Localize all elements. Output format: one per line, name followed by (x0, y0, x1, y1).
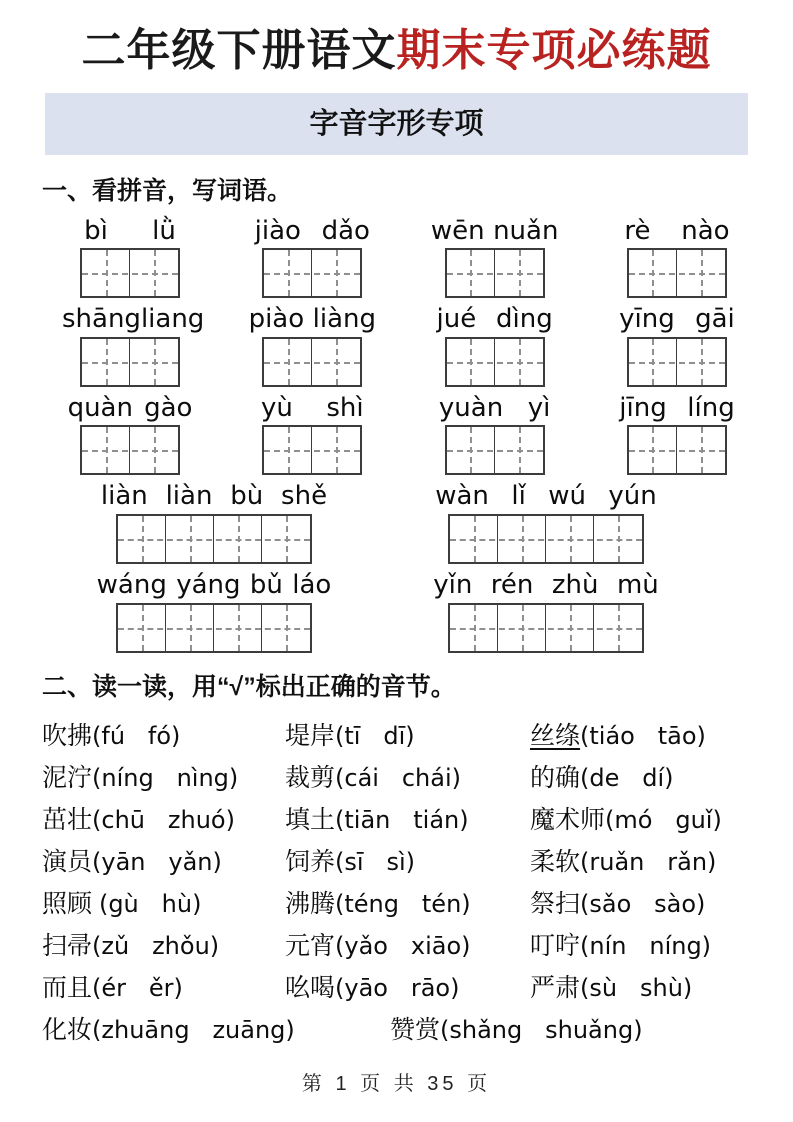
choice-options: (ér ěr) (92, 973, 183, 1002)
choice-options: (ruǎn rǎn) (580, 847, 717, 876)
choice-row (42, 923, 793, 965)
writing-grid-cell (447, 339, 495, 385)
writing-grid-cell (495, 250, 543, 296)
pinyin-syllable: wáng (96, 569, 167, 600)
choice-options: (níng nìng) (92, 763, 239, 792)
pinyin-label (427, 305, 563, 334)
pinyin-syllable: yù (261, 392, 293, 423)
writing-grid-cell (495, 427, 543, 473)
pinyin-syllable: piào (248, 304, 305, 335)
choice-options: (gù hù) (98, 889, 202, 918)
pinyin-grid-group (427, 305, 563, 387)
pinyin-grid-group (427, 394, 563, 476)
pinyin-row (0, 394, 793, 476)
writing-grid (80, 425, 180, 475)
writing-grid (262, 425, 362, 475)
writing-grid (80, 337, 180, 387)
choice-options: (tiáo tāo) (580, 721, 706, 750)
choice-word: 裁剪 (285, 763, 336, 792)
writing-grid (448, 603, 644, 653)
choice-options: (chū zhuó) (92, 805, 235, 834)
writing-grid-cell (82, 250, 130, 296)
writing-grid-cell (546, 516, 594, 562)
pinyin-label (424, 482, 668, 511)
writing-grid-cell (312, 250, 360, 296)
word-choice-item (285, 968, 530, 1004)
writing-grid (116, 603, 312, 653)
pinyin-grid-group (62, 394, 198, 476)
title-red-part: 期末专项必练题 (396, 26, 712, 75)
writing-grid-cell (262, 605, 310, 651)
choice-row (42, 755, 793, 797)
section1-heading: 一、看拼音，写词语。 (42, 176, 293, 205)
word-choice-item (42, 716, 285, 752)
writing-grid (445, 248, 545, 298)
writing-grid-cell (130, 427, 178, 473)
syllable-choice-section (0, 713, 793, 1049)
writing-grid-cell (450, 516, 498, 562)
choice-word: 的确 (530, 763, 581, 792)
pinyin-syllable: yǐn (433, 569, 473, 600)
pinyin-label (62, 217, 198, 246)
pinyin-label (62, 394, 198, 423)
word-choice-item (285, 884, 530, 920)
choice-options: (yǎo xiāo) (335, 931, 471, 960)
choice-options: (sǎo sào) (580, 889, 706, 918)
choice-word: 饲养 (285, 847, 336, 876)
writing-grid (448, 514, 644, 564)
choice-options: (tiān tián) (335, 805, 469, 834)
writing-grid-cell (629, 339, 677, 385)
pinyin-grid-group (62, 217, 198, 299)
word-choice-item (42, 926, 285, 962)
choice-word: 吹拂 (42, 721, 93, 750)
pinyin-label (244, 305, 380, 334)
choice-options: (cái chái) (335, 763, 461, 792)
pinyin-writing-section (0, 217, 793, 653)
choice-options: (sù shù) (580, 973, 693, 1002)
choice-word: 沸腾 (285, 889, 336, 918)
pinyin-syllable: lǜ (152, 215, 176, 246)
choice-options: (zǔ zhǒu) (92, 931, 220, 960)
word-choice-item (530, 716, 793, 752)
choice-word: 魔术师 (530, 805, 606, 834)
pinyin-syllable: dìng (496, 304, 553, 335)
choice-word: 严肃 (530, 973, 581, 1002)
pinyin-syllable: wàn (435, 481, 489, 512)
pinyin-syllable: rén (490, 569, 534, 600)
pinyin-syllable: bǔ (249, 569, 283, 600)
writing-grid-cell (594, 605, 642, 651)
pinyin-label (609, 394, 745, 423)
choice-word: 填土 (285, 805, 336, 834)
pinyin-syllable: wēn (430, 215, 485, 246)
pinyin-syllable: wú (548, 481, 586, 512)
writing-grid (80, 248, 180, 298)
word-choice-item (285, 800, 530, 836)
pinyin-syllable: lǐ (511, 481, 526, 512)
pinyin-label (244, 394, 380, 423)
writing-grid-cell (495, 339, 543, 385)
pinyin-syllable: liàng (312, 304, 377, 335)
writing-grid (627, 248, 727, 298)
pinyin-syllable: liang (140, 304, 205, 335)
pinyin-label (427, 217, 563, 246)
choice-options: (yāo rāo) (335, 973, 460, 1002)
pinyin-syllable: jīng (619, 392, 667, 423)
pinyin-label (609, 305, 745, 334)
writing-grid-cell (594, 516, 642, 562)
choice-options: (zhuāng zuāng) (92, 1015, 295, 1044)
pinyin-grid-group (244, 394, 380, 476)
word-choice-item (285, 926, 530, 962)
pinyin-syllable: nuǎn (493, 215, 559, 246)
pinyin-grid-group (244, 305, 380, 387)
pinyin-syllable: láo (292, 569, 332, 600)
choice-options: (nín níng) (580, 931, 712, 960)
pinyin-syllable: dǎo (321, 215, 370, 246)
pinyin-grid-group (424, 482, 668, 564)
pinyin-syllable: yuàn (438, 392, 504, 423)
pinyin-grid-group (609, 217, 745, 299)
pinyin-row (0, 482, 793, 564)
writing-grid (262, 248, 362, 298)
writing-grid-cell (118, 516, 166, 562)
pinyin-syllable: líng (687, 392, 735, 423)
pinyin-syllable: shāng (62, 304, 141, 335)
pinyin-label (92, 482, 336, 511)
word-choice-item (42, 968, 285, 1004)
writing-grid-cell (447, 427, 495, 473)
writing-grid (627, 425, 727, 475)
writing-grid-cell (450, 605, 498, 651)
pinyin-grid-group (92, 571, 336, 653)
word-choice-item (530, 758, 793, 794)
pinyin-label (244, 217, 380, 246)
pinyin-row (0, 217, 793, 299)
word-choice-item (42, 800, 285, 836)
pinyin-syllable: liàn (100, 481, 148, 512)
pinyin-syllable: yīng (619, 304, 675, 335)
pinyin-grid-group (62, 304, 205, 387)
writing-grid-cell (677, 339, 725, 385)
writing-grid-cell (130, 339, 178, 385)
banner-label: 字音字形专项 (309, 107, 484, 140)
pinyin-label (92, 571, 336, 600)
choice-options: (yān yǎn) (92, 847, 222, 876)
pinyin-syllable: jiào (254, 215, 301, 246)
writing-grid-cell (447, 250, 495, 296)
pinyin-syllable: quàn (67, 392, 133, 423)
pinyin-row (0, 571, 793, 653)
pinyin-syllable: gāi (695, 304, 735, 335)
pinyin-syllable: rè (624, 215, 651, 246)
choice-row (42, 839, 793, 881)
word-choice-item (285, 758, 530, 794)
choice-row (42, 881, 793, 923)
writing-grid-cell (312, 339, 360, 385)
pinyin-syllable: nào (681, 215, 730, 246)
pinyin-syllable: mù (616, 569, 659, 600)
pinyin-syllable: jué (436, 304, 477, 335)
word-choice-item (390, 1010, 793, 1046)
writing-grid-cell (214, 605, 262, 651)
word-choice-item (530, 926, 793, 962)
choice-options: (fú fó) (92, 721, 181, 750)
choice-word: 茁壮 (42, 805, 93, 834)
choice-word: 叮咛 (530, 931, 581, 960)
choice-options: (téng tén) (335, 889, 471, 918)
writing-grid-cell (118, 605, 166, 651)
pinyin-syllable: yì (527, 392, 551, 423)
pinyin-syllable: shì (326, 392, 364, 423)
writing-grid (445, 337, 545, 387)
pinyin-row (0, 305, 793, 387)
pinyin-label (427, 394, 563, 423)
choice-options: (de dí) (580, 763, 674, 792)
writing-grid (627, 337, 727, 387)
writing-grid-cell (130, 250, 178, 296)
pinyin-grid-group (92, 482, 336, 564)
pinyin-grid-group (424, 571, 668, 653)
choice-options: (mó guǐ) (605, 805, 722, 834)
writing-grid-cell (312, 427, 360, 473)
writing-grid-cell (498, 605, 546, 651)
writing-grid-cell (82, 427, 130, 473)
pinyin-label (609, 217, 745, 246)
choice-word: 丝绦 (530, 721, 581, 750)
choice-word: 泥泞 (42, 763, 93, 792)
pinyin-syllable: gào (144, 392, 193, 423)
pinyin-syllable: shě (281, 481, 328, 512)
choice-word: 祭扫 (530, 889, 581, 918)
writing-grid-cell (166, 605, 214, 651)
choice-word: 柔软 (530, 847, 581, 876)
page-title (0, 26, 793, 77)
choice-word: 扫帚 (42, 931, 93, 960)
choice-word: 演员 (42, 847, 93, 876)
word-choice-item (530, 842, 793, 878)
choice-word: 化妆 (42, 1015, 93, 1044)
writing-grid-cell (498, 516, 546, 562)
writing-grid-cell (677, 427, 725, 473)
word-choice-item (285, 842, 530, 878)
pinyin-grid-group (427, 217, 563, 299)
choice-word: 元宵 (285, 931, 336, 960)
pinyin-grid-group (609, 394, 745, 476)
choice-options: (tī dī) (335, 721, 415, 750)
choice-row (42, 965, 793, 1007)
choice-word: 吆喝 (285, 973, 336, 1002)
choice-word: 堤岸 (285, 721, 336, 750)
word-choice-item (42, 758, 285, 794)
choice-word: 赞赏 (390, 1015, 441, 1044)
writing-grid-cell (264, 250, 312, 296)
writing-grid (445, 425, 545, 475)
pinyin-syllable: yáng (176, 569, 241, 600)
pinyin-syllable: bì (84, 215, 108, 246)
choice-row (42, 1007, 793, 1049)
title-black-part: 二年级下册语文 (81, 26, 397, 75)
page-footer: 第 1 页 共 35 页 (301, 1072, 492, 1095)
word-choice-item (42, 1010, 390, 1046)
choice-row (42, 797, 793, 839)
writing-grid-cell (677, 250, 725, 296)
writing-grid-cell (546, 605, 594, 651)
section-banner (45, 93, 748, 155)
pinyin-grid-group (244, 217, 380, 299)
writing-grid (262, 337, 362, 387)
pinyin-syllable: zhù (551, 569, 599, 600)
section2-heading: 二、读一读，用“√”标出正确的音节。 (42, 672, 456, 701)
choice-row (42, 713, 793, 755)
writing-grid-cell (264, 427, 312, 473)
choice-word: 而且 (42, 973, 93, 1002)
pinyin-label (424, 571, 668, 600)
writing-grid (116, 514, 312, 564)
choice-word: 照顾 (42, 889, 99, 918)
writing-grid-cell (264, 339, 312, 385)
word-choice-item (285, 716, 530, 752)
choice-options: (sī sì) (335, 847, 415, 876)
writing-grid-cell (629, 427, 677, 473)
word-choice-item (42, 842, 285, 878)
pinyin-syllable: bù (230, 481, 264, 512)
writing-grid-cell (166, 516, 214, 562)
pinyin-syllable: liàn (165, 481, 213, 512)
choice-options: (shǎng shuǎng) (440, 1015, 643, 1044)
word-choice-item (530, 884, 793, 920)
writing-grid-cell (262, 516, 310, 562)
writing-grid-cell (82, 339, 130, 385)
pinyin-label (62, 304, 205, 335)
word-choice-item (530, 800, 793, 836)
pinyin-grid-group (609, 305, 745, 387)
writing-grid-cell (629, 250, 677, 296)
pinyin-syllable: yún (608, 481, 657, 512)
word-choice-item (530, 968, 793, 1004)
writing-grid-cell (214, 516, 262, 562)
word-choice-item (42, 884, 285, 920)
